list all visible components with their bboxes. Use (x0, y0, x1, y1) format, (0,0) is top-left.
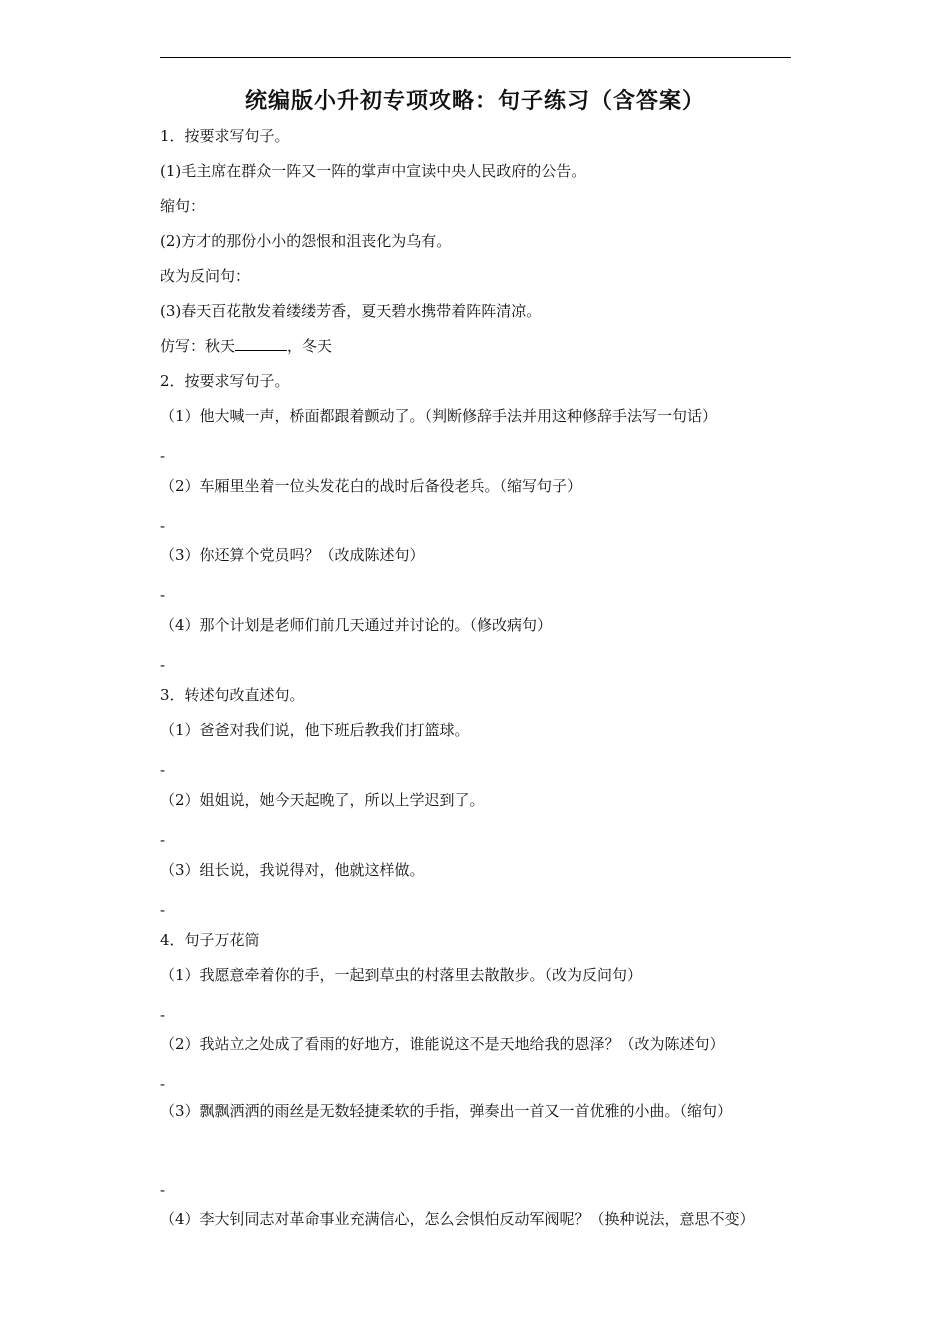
q1-sentence-1: (1)毛主席在群众一阵又一阵的掌声中宣读中央人民政府的公告。 (160, 162, 587, 180)
q4-item-2: （2）我站立之处成了看雨的好地方，谁能说这不是天地给我的恩泽？（改为陈述句） (160, 1035, 725, 1053)
answer-dash: - (160, 901, 166, 919)
q1-prompt-3-a: 仿写：秋天 (160, 337, 236, 355)
q2-item-3: （3）你还算个党员吗？（改成陈述句） (160, 546, 425, 564)
header-rule (160, 57, 791, 58)
answer-dash: - (160, 447, 166, 465)
answer-dash: - (160, 1075, 166, 1093)
answer-dash: - (160, 1006, 166, 1024)
q1-sentence-3: (3)春天百花散发着缕缕芳香，夏天碧水携带着阵阵清凉。 (160, 302, 542, 320)
q1-prompt-1: 缩句： (160, 197, 206, 215)
q1-prompt-2: 改为反问句： (160, 267, 251, 285)
q2-heading: 2．按要求写句子。 (160, 372, 290, 390)
q4-item-3: （3）飘飘洒洒的雨丝是无数轻捷柔软的手指，弹奏出一首又一首优雅的小曲。（缩句） (160, 1102, 733, 1120)
answer-dash: - (160, 656, 166, 674)
q3-item-3: （3）组长说，我说得对，他就这样做。 (160, 861, 425, 879)
q1-prompt-3 (160, 336, 332, 356)
q1-sentence-2: (2)方才的那份小小的怨恨和沮丧化为乌有。 (160, 232, 452, 250)
answer-dash: - (160, 831, 166, 849)
q1-heading: 1．按要求写句子。 (160, 127, 290, 145)
answer-dash: - (160, 586, 166, 604)
q4-item-1: （1）我愿意牵着你的手，一起到草虫的村落里去散散步。（改为反问句） (160, 966, 643, 984)
q3-item-2: （2）姐姐说，她今天起晚了，所以上学迟到了。 (160, 791, 485, 809)
answer-dash: - (160, 1181, 166, 1199)
answer-dash: - (160, 517, 166, 535)
q4-heading: 4．句子万花筒 (160, 931, 260, 949)
q1-prompt-3-b: ，冬天 (287, 337, 333, 355)
q2-item-2: （2）车厢里坐着一位头发花白的战时后备役老兵。（缩写句子） (160, 477, 583, 495)
q4-item-4: （4）李大钊同志对革命事业充满信心，怎么会惧怕反动军阀呢？（换种说法，意思不变） (160, 1210, 755, 1228)
answer-blank[interactable] (235, 336, 287, 351)
answer-dash: - (160, 761, 166, 779)
q3-heading: 3．转述句改直述句。 (160, 686, 305, 704)
q2-item-4: （4）那个计划是老师们前几天通过并讨论的。（修改病句） (160, 616, 553, 634)
page-title: 统编版小升初专项攻略：句子练习（含答案） (244, 89, 705, 114)
q3-item-1: （1）爸爸对我们说，他下班后教我们打篮球。 (160, 721, 470, 739)
q2-item-1: （1）他大喊一声，桥面都跟着颤动了。（判断修辞手法并用这种修辞手法写一句话） (160, 407, 718, 425)
